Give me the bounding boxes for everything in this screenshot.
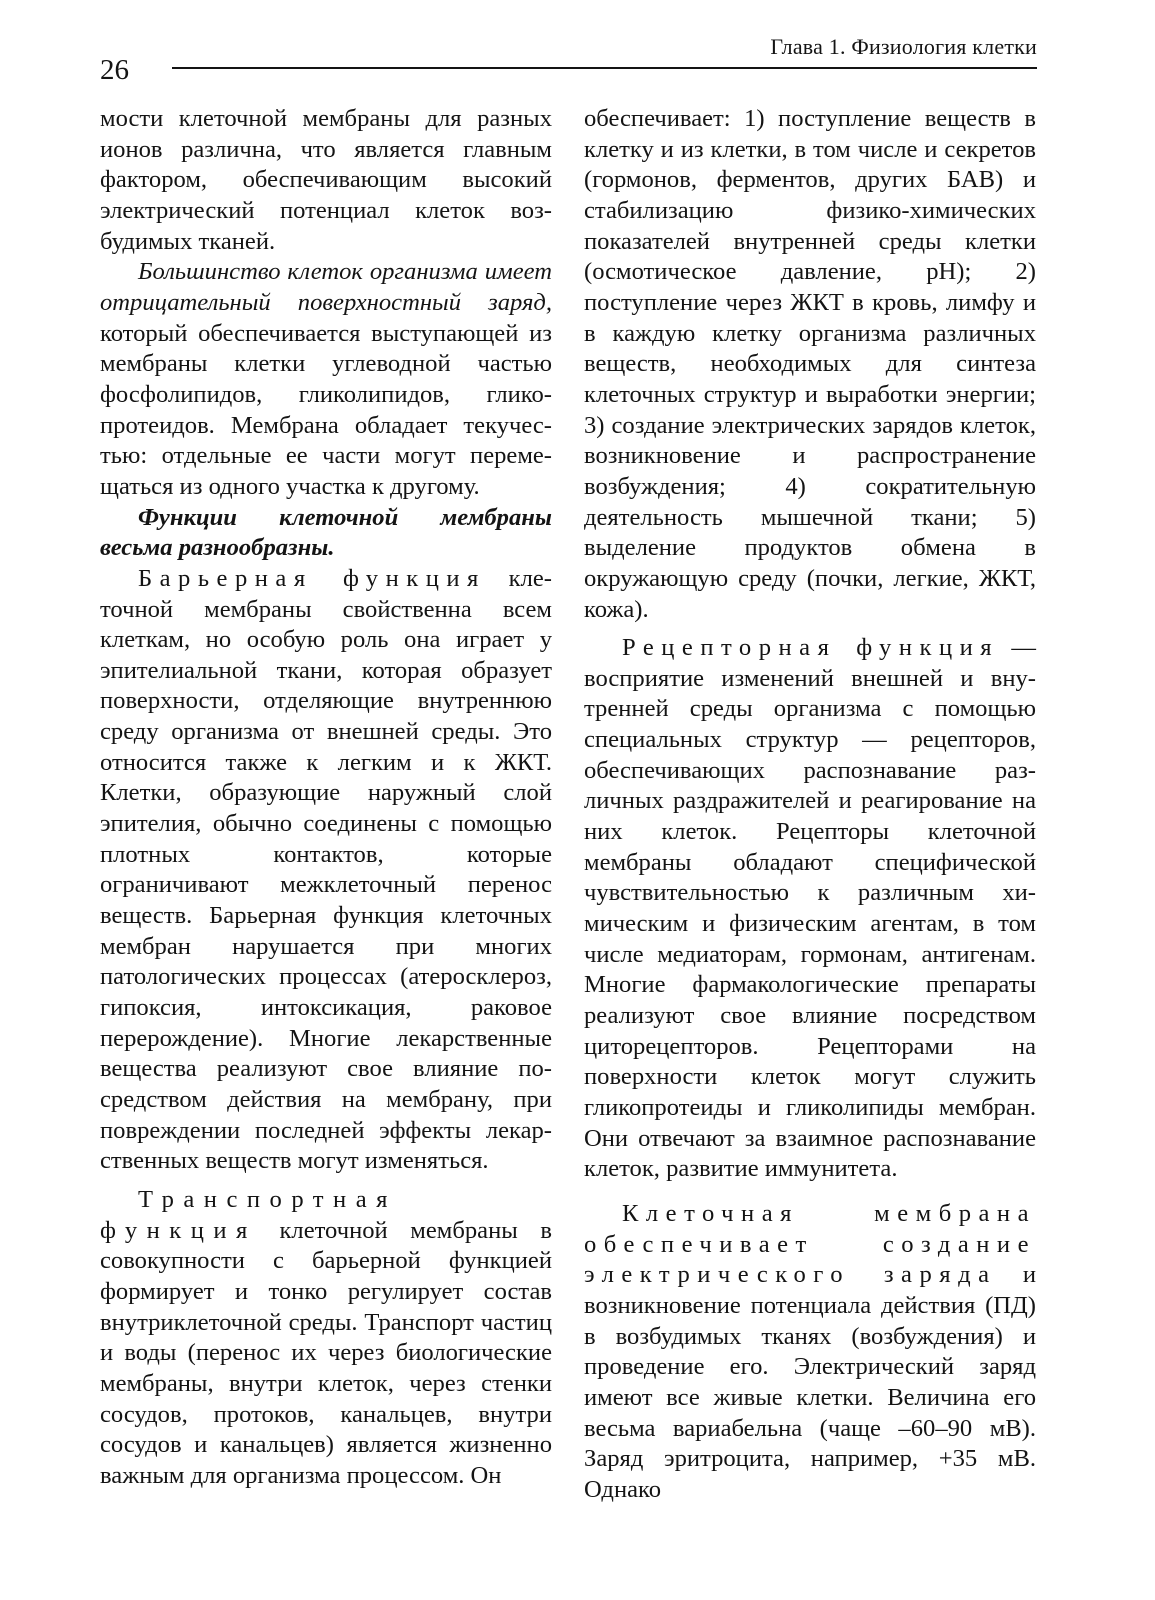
paragraph [100,503,552,564]
italic-emphasis: Большинство клеток организма имеет отрицательный поверхностный заряд, [100,258,552,316]
paragraph-text: который обеспечивается выступающей из мембраны клетки углеводной частью фосфолипидов, гликолипидов, гликопротеидов. Мембрана обладает текучестью: отдельные ее части могут перемещаться из одного участка к другому. [100,319,552,500]
paragraph-text: обеспечивает: 1) поступление веществ в клетку и из клетки, в том числе и секретов (гормонов, ферментов, других БАВ) и стабилизацию физико-химических показателей внутренней среды клетки (осмотическое давление, рН); 2) поступление через ЖКТ в кровь, лимфу и в каждую клетку организма различных веществ, необходимых для синтеза клеточных структур и выработки энергии; 3) создание электрических зарядов клеток, возникновение и распространение возбуждения; 4) сократительную деятельность мышечной ткани; 5) выделение продуктов обмена в окружающую среду (почки, легкие, ЖКТ, кожа). [584,105,1036,623]
paragraph-text: — восприятие изменений внешней и внутренней среды организма с помощью специальных структур — рецепторов, обеспечивающих распознавание различных раздражителей и реагирование на них клеток. Рецепторы клеточной мембраны обладают специфической чувствительностью к различным химическим и физическим агентам, в том числе медиаторам, гормонам, антигенам. Многие фармакологические препараты реализуют свое влияние посредством циторецепторов. Рецепторами на поверхности клеток могут служить гликопротеиды и гликолипиды мембран. Они отвечают за взаимное распознавание клеток, развитие иммунитета. [584,634,1036,1183]
paragraph [584,1199,1036,1506]
header-rule [172,67,1037,69]
paragraph-text: мости клеточной мембраны для разных ионов различна, что является главным фактором, обеспечивающим высокий электрический потенциал клеток возбудимых тканей. [100,105,552,255]
paragraph-text: и возникновение потенциала действия (ПД) в возбудимых тканях (возбуждения) и проведение его. Электрический заряд имеют все живые клетки. Величина его весьма вариабельна (чаще –60–90 мВ). Заряд эритроцита, например, +35 мВ. Однако [584,1261,1036,1503]
paragraph [100,104,552,257]
paragraph [100,564,552,1177]
paragraph [584,104,1036,625]
spaced-term: Рецепторная функция [622,634,1000,662]
section-lead: Функции клеточной мембраны весьма разнообразны. [100,503,552,562]
paragraph [100,257,552,502]
running-head: Глава 1. Физиология клетки [770,34,1037,59]
spaced-term: Барьерная функция [138,564,486,592]
spaced-term: Клеточная мембрана обеспечивает создание электрического заряда [584,1199,1036,1289]
left-column [100,104,552,1492]
paragraph [100,1185,552,1492]
page-number: 26 [100,54,129,86]
paragraph [584,633,1036,1185]
paragraph-text: клеточной мембраны свойственна всем клеткам, но особую роль она играет у эпителиальной ткани, которая образует поверхности, отделяющие внутреннюю среду организма от внешней среды. Это относится также к легким и к ЖКТ. Клетки, образующие наружный слой эпителия, обычно соединены с помощью плотных контактов, которые ограничивают межклеточный перенос веществ. Барьерная функция клеточных мембран нарушается при многих патологических процессах (атеросклероз, гипоксия, интоксикация, раковое перерождение). Многие лекарственные вещества реализуют свое влияние посредством действия на мембрану, при повреждении последней эффекты лекарственных веществ могут изменяться. [100,564,552,1175]
right-column [584,104,1036,1506]
paragraph-text: клеточной мембраны в совокупности с барьерной функцией формирует и тонко регулирует состав внутриклеточной среды. Транспорт частиц и воды (перенос их через биологические мембраны, внутри клеток, через стенки сосудов, протоков, канальцев, внутри сосудов и канальцев) является жизненно важным для организма процессом. Он [100,1216,552,1489]
spaced-term: Транспортная функция [100,1185,397,1244]
